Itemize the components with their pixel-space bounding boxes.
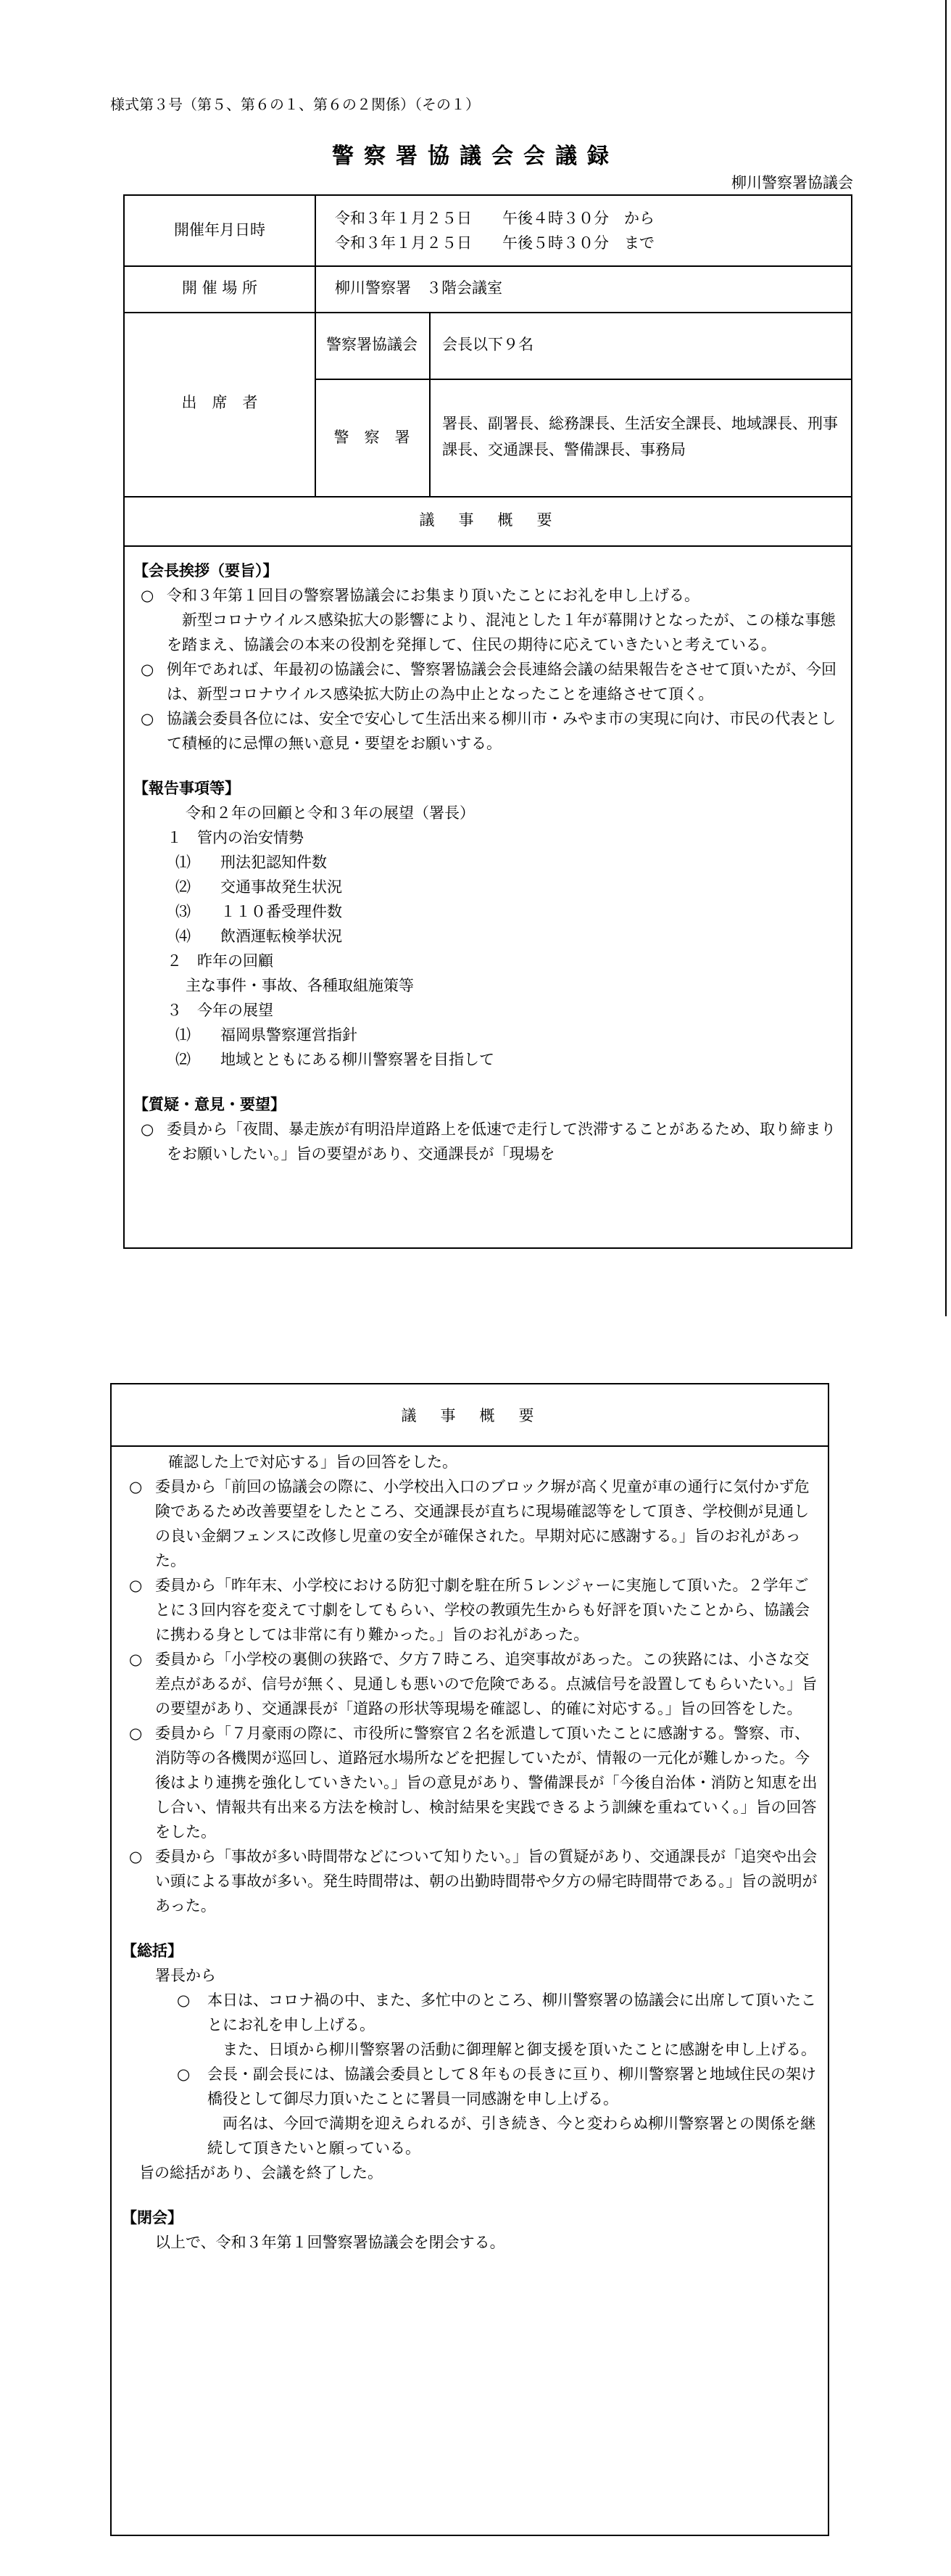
sub-number: ⑴ xyxy=(175,854,191,871)
report-sub-item xyxy=(133,1047,841,1072)
report-section-2-text: 主な事件・事故、各種取組施策等 xyxy=(186,977,414,994)
sub-number: ⑴ xyxy=(175,1026,191,1044)
bullet-circle: ○ xyxy=(129,1478,143,1495)
qa-paragraph: 委員から「昨年末、小学校における防犯寸劇を駐在所５レンジャーに実施して頂いた。２学年ごとに３回内容を変えて寸劇をしてもらい、学校の教頭先生からも好評を頂いたことから、協議会に携わる身としては非常に有り難かった。」旨のお礼があった。 xyxy=(155,1577,810,1643)
section-number: ３ xyxy=(167,1002,182,1019)
adjourn-text: 以上で、令和３年第１回警察署協議会を閉会する。 xyxy=(155,2234,505,2251)
sub-text: 飲酒運転検挙状況 xyxy=(220,928,342,945)
sub-number: ⑵ xyxy=(175,878,191,896)
datetime-end: 令和３年１月２５日 午後５時３０分 まで xyxy=(335,234,655,252)
bullet-circle: ○ xyxy=(177,1991,191,2009)
sub-text: 交通事故発生状況 xyxy=(220,878,342,896)
section-title: 昨年の回顧 xyxy=(197,952,273,970)
section-number: １ xyxy=(167,829,182,846)
closing-summary-heading: 【総括】 xyxy=(122,1941,183,1960)
qa-paragraph: 委員から「７月豪雨の際に、市役所に警察官２名を派遣して頂いたことに感謝する。警察、市、消防等の各機関が巡回し、道路冠水場所などを把握していたが、情報の一元化が難しかった。今後はより連携を強化していきたい。」旨の意見があり、警備課長が「今後自治体・消防と知恵を出し合い、情報共有出来る方法を検討し、検討結果を実践できるよう訓練を重ねていく。」旨の回答をした。 xyxy=(155,1725,818,1841)
bullet-circle: ○ xyxy=(141,710,154,727)
greeting-paragraph: 協議会委員各位には、安全で安心して生活出来る柳川市・みやま市の実現に向け、市民の代表として積極的に忌憚の無い意見・要望をお願いする。 xyxy=(167,710,836,752)
qa-item xyxy=(122,1647,821,1721)
police-label: 警 察 署 xyxy=(333,429,410,446)
bullet-circle: ○ xyxy=(141,661,154,678)
summary-header-continued: 議 事 概 要 xyxy=(401,1407,539,1424)
closing-speaker: 署長から xyxy=(155,1967,216,1984)
closing-item xyxy=(122,1988,821,2062)
page-edge-rule xyxy=(945,0,947,1316)
row-divider xyxy=(125,496,851,498)
bullet-circle: ○ xyxy=(141,587,154,604)
closing-paragraph: 会長・副会長には、協議会委員として８年もの長きに亘り、柳川警察署と地域住民の架け橋役として御尽力頂いたことに署員一同感謝を申し上げる。 xyxy=(207,2065,816,2108)
section-title: 今年の展望 xyxy=(197,1002,273,1019)
sub-number: ⑶ xyxy=(175,903,191,920)
venue-label: 開 催 場 所 xyxy=(181,279,258,297)
police-attendees: 署長、副署長、総務課長、生活安全課長、地域課長、刑事課長、交通課長、警備課長、事務局 xyxy=(442,415,838,458)
council-value: 会長以下９名 xyxy=(442,336,533,353)
closing-end-note: 旨の総括があり、会議を終了した。 xyxy=(139,2164,383,2181)
greeting-paragraph: 例年であれば、年最初の協議会に、警察署協議会会長連絡会議の結果報告をさせて頂いたが、今回は、新型コロナウイルス感染拡大防止の為中止となったことを連絡させて頂く。 xyxy=(167,661,836,703)
bullet-circle: ○ xyxy=(129,1577,143,1594)
venue-value: 柳川警察署 ３階会議室 xyxy=(335,279,502,297)
sub-text: 地域とともにある柳川警察署を目指して xyxy=(220,1051,494,1068)
summary-header: 議 事 概 要 xyxy=(419,511,557,529)
row-divider xyxy=(125,265,851,267)
report-sub-item xyxy=(133,924,841,949)
qa-heading: 【質疑・意見・要望】 xyxy=(133,1095,286,1113)
summary-body-page-1 xyxy=(133,558,841,1166)
document-title: 警察署協議会会議録 xyxy=(332,144,619,169)
sub-number: ⑵ xyxy=(175,1051,191,1068)
bullet-circle: ○ xyxy=(129,1725,143,1742)
report-intro: 令和２年の回顧と令和３年の展望（署長） xyxy=(186,804,475,822)
sub-text: １１０番受理件数 xyxy=(220,903,342,920)
qa-item xyxy=(122,1721,821,1844)
datetime-start: 令和３年１月２５日 午後４時３０分 から xyxy=(335,210,655,227)
closing-item xyxy=(122,2062,821,2160)
report-sub-item xyxy=(133,1023,841,1047)
greeting-heading: 【会長挨拶（要旨）】 xyxy=(133,561,278,579)
report-sub-item xyxy=(133,875,841,899)
sub-number: ⑷ xyxy=(175,928,191,945)
closing-paragraph: 両名は、今回で満期を迎えられるが、引き続き、今と変わらぬ柳川警察署との関係を継続して頂きたいと願っている。 xyxy=(207,2115,816,2157)
report-heading: 【報告事項等】 xyxy=(133,779,240,797)
attendees-label: 出 席 者 xyxy=(181,394,258,411)
greeting-item xyxy=(133,657,841,706)
report-sub-item xyxy=(133,850,841,875)
qa-paragraph: 委員から「前回の協議会の際に、小学校出入口のブロック塀が高く児童が車の通行に気付かず危険であるため改善要望をしたところ、交通課長が直ちに現場確認等をして頂き、学校側が見通しの良い金網フェンスに改修し児童の安全が確保された。早期対応に感謝する。」旨のお礼があった。 xyxy=(155,1478,810,1569)
qa-item xyxy=(122,1844,821,1918)
minutes-form-page-2 xyxy=(110,1383,829,2536)
bullet-circle: ○ xyxy=(177,2065,191,2083)
bullet-circle: ○ xyxy=(141,1120,154,1138)
sub-text: 刑法犯認知件数 xyxy=(220,854,327,871)
qa-item xyxy=(122,1573,821,1647)
greeting-item xyxy=(133,583,841,657)
sub-text: 福岡県警察運営指針 xyxy=(220,1026,357,1044)
organization-name: 柳川警察署協議会 xyxy=(731,174,853,191)
bullet-circle: ○ xyxy=(129,1848,143,1865)
row-divider xyxy=(315,379,851,380)
report-sub-item xyxy=(133,899,841,924)
row-divider xyxy=(125,545,851,547)
form-number: 様式第３号（第５、第６の１、第６の２関係）（その１） xyxy=(110,96,480,113)
report-section-3 xyxy=(133,998,841,1023)
qa-paragraph-continued: 確認した上で対応する」旨の回答をした。 xyxy=(168,1453,457,1471)
summary-body-page-2 xyxy=(122,1450,821,2255)
qa-item xyxy=(133,1117,841,1166)
qa-paragraph: 委員から「夜間、暴走族が有明沿岸道路上を低速で走行して渋滞することがあるため、取り締まりをお願いしたい。」旨の要望があり、交通課長が「現場を xyxy=(167,1120,836,1163)
closing-paragraph: 本日は、コロナ禍の中、また、多忙中のところ、柳川警察署の協議会に出席して頂いたことにお礼を申し上げる。 xyxy=(207,1991,816,2034)
section-title: 管内の治安情勢 xyxy=(197,829,304,846)
closing-paragraph: また、日頃から柳川警察署の活動に御理解と御支援を頂いたことに感謝を申し上げる。 xyxy=(223,2041,816,2058)
qa-paragraph: 委員から「事故が多い時間帯などについて知りたい。」旨の質疑があり、交通課長が「追突や出会い頭による事故が多い。発生時間帯は、朝の出勤時間帯や夕方の帰宅時間帯である。」旨の説明があった。 xyxy=(155,1848,818,1915)
report-section-1 xyxy=(133,825,841,850)
row-divider xyxy=(125,312,851,313)
minutes-form-page-1 xyxy=(123,194,852,1249)
council-label: 警察署協議会 xyxy=(326,336,418,353)
adjourn-heading: 【閉会】 xyxy=(122,2208,183,2226)
qa-paragraph: 委員から「小学校の裏側の狭路で、夕方７時ころ、追突事故があった。この狭路には、小さな交差点があるが、信号が無く、見通しも悪いので危険である。点滅信号を設置してもらいたい。」旨の要望があり、交通課長が「道路の形状等現場を確認し、的確に対応する。」旨の回答をした。 xyxy=(155,1651,818,1717)
greeting-item xyxy=(133,706,841,756)
greeting-paragraph: 新型コロナウイルス感染拡大の影響により、混沌とした１年が幕開けとなったが、この様な事態を踏まえ、協議会の本来の役割を発揮して、住民の期待に応えていきたいと考えている。 xyxy=(167,611,836,653)
row-divider xyxy=(112,1445,828,1447)
greeting-paragraph: 令和３年第１回目の警察署協議会にお集まり頂いたことにお礼を申し上げる。 xyxy=(167,587,699,604)
column-divider xyxy=(429,312,431,496)
report-section-2 xyxy=(133,949,841,973)
bullet-circle: ○ xyxy=(129,1651,143,1668)
section-number: ２ xyxy=(167,952,182,970)
qa-item xyxy=(122,1474,821,1573)
datetime-label: 開催年月日時 xyxy=(174,221,265,239)
